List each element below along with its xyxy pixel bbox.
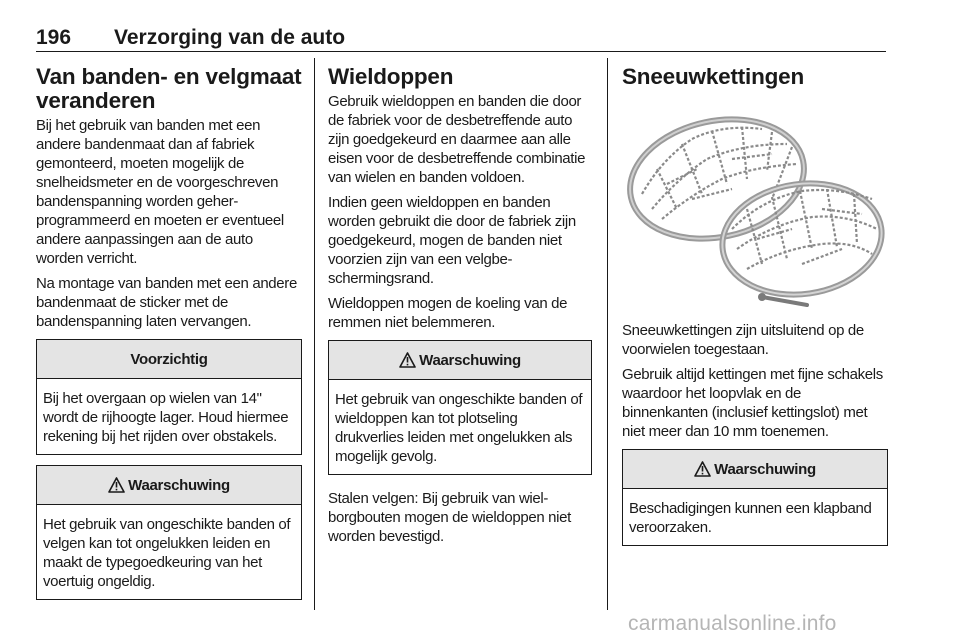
warning-text: Beschadigingen kunnen een klapband veroorzaken. xyxy=(629,500,872,536)
column-middle xyxy=(328,60,592,552)
warning-box-title xyxy=(37,466,301,505)
section-heading-snow-chains: Sneeuwkettingen xyxy=(622,64,805,89)
watermark: carmanualsonline.info xyxy=(628,612,837,635)
column-right xyxy=(622,60,888,556)
section-heading-tire-size: Van banden- en velgmaat veranderen xyxy=(36,64,302,113)
warning-box-title xyxy=(623,450,887,489)
warning-box-title xyxy=(329,341,591,380)
column-divider xyxy=(607,58,608,610)
paragraph: Na montage van banden met een andere bandenmaat de sticker met de bandenspanning laten vervangen. xyxy=(36,275,297,330)
warning-box xyxy=(622,449,888,546)
snow-chains-illustration xyxy=(622,99,888,311)
warning-title: Waarschuwing xyxy=(419,351,521,369)
paragraph: Bij het gebruik van banden met een andere bandenmaat dan af fabriek gemonteerd, moeten mogelijk de snelheidsmeter en de voorgeschreven bandenspanning worden geherprogrammeerd en moeten er eventueel andere aanpassingen aan de auto worden verricht. xyxy=(36,117,284,267)
caution-box-body xyxy=(37,379,301,454)
warning-triangle-icon xyxy=(399,352,416,368)
warning-box xyxy=(328,340,592,475)
warning-box-body xyxy=(37,505,301,599)
paragraph: Gebruik altijd kettingen met fijne schakels waardoor het loopvlak en de binnenkanten (inclusief kettingslot) met niet meer dan 10 mm toenemen. xyxy=(622,366,883,440)
warning-title: Waarschuwing xyxy=(128,476,230,494)
page-number: 196 xyxy=(36,26,72,49)
warning-title: Waarschuwing xyxy=(714,460,816,478)
paragraph: Sneeuwkettingen zijn uitsluitend op de voorwielen toegestaan. xyxy=(622,322,864,358)
paragraph: Wieldoppen mogen de koeling van de remmen niet belemmeren. xyxy=(328,295,568,331)
warning-triangle-icon xyxy=(108,477,125,493)
warning-triangle-icon xyxy=(694,461,711,477)
paragraph: Gebruik wieldoppen en banden die door de fabriek voor de desbetreffende auto zijn goedgekeurd en daarmee aan alle eisen voor de desbetreffende combinatie van wielen en banden voldoen. xyxy=(328,93,586,186)
section-heading-wheel-covers: Wieldoppen xyxy=(328,64,454,89)
warning-text: Het gebruik van ongeschikte banden of wieldoppen kan tot plotseling drukverlies leiden met ongelukken als mogelijk gevolg. xyxy=(335,391,583,465)
warning-text: Het gebruik van ongeschikte banden of velgen kan tot ongelukken leiden en maakt de typegoedkeuring van het voertuig ongeldig. xyxy=(43,516,291,590)
column-divider xyxy=(314,58,315,610)
warning-box-body xyxy=(623,489,887,545)
column-left xyxy=(36,60,302,610)
running-title: Verzorging van de auto xyxy=(114,26,346,49)
warning-box xyxy=(36,465,302,600)
warning-box-body xyxy=(329,380,591,474)
caution-title: Voorzichtig xyxy=(130,350,208,368)
caution-box xyxy=(36,339,302,455)
caution-text: Bij het overgaan op wielen van 14" wordt de rijhoogte lager. Houd hiermee rekening bij het rijden over obstakels. xyxy=(43,390,289,445)
paragraph: Stalen velgen: Bij gebruik van wielborgbouten mogen de wieldoppen niet worden bevestigd. xyxy=(328,490,571,545)
caution-box-title xyxy=(37,340,301,379)
header-rule xyxy=(36,51,886,52)
page-header xyxy=(36,26,886,52)
paragraph: Indien geen wieldoppen en banden worden gebruikt die door de fabriek zijn goedgekeurd, mogen de banden niet voorzien zijn van een velgbeschermingsrand. xyxy=(328,194,576,287)
